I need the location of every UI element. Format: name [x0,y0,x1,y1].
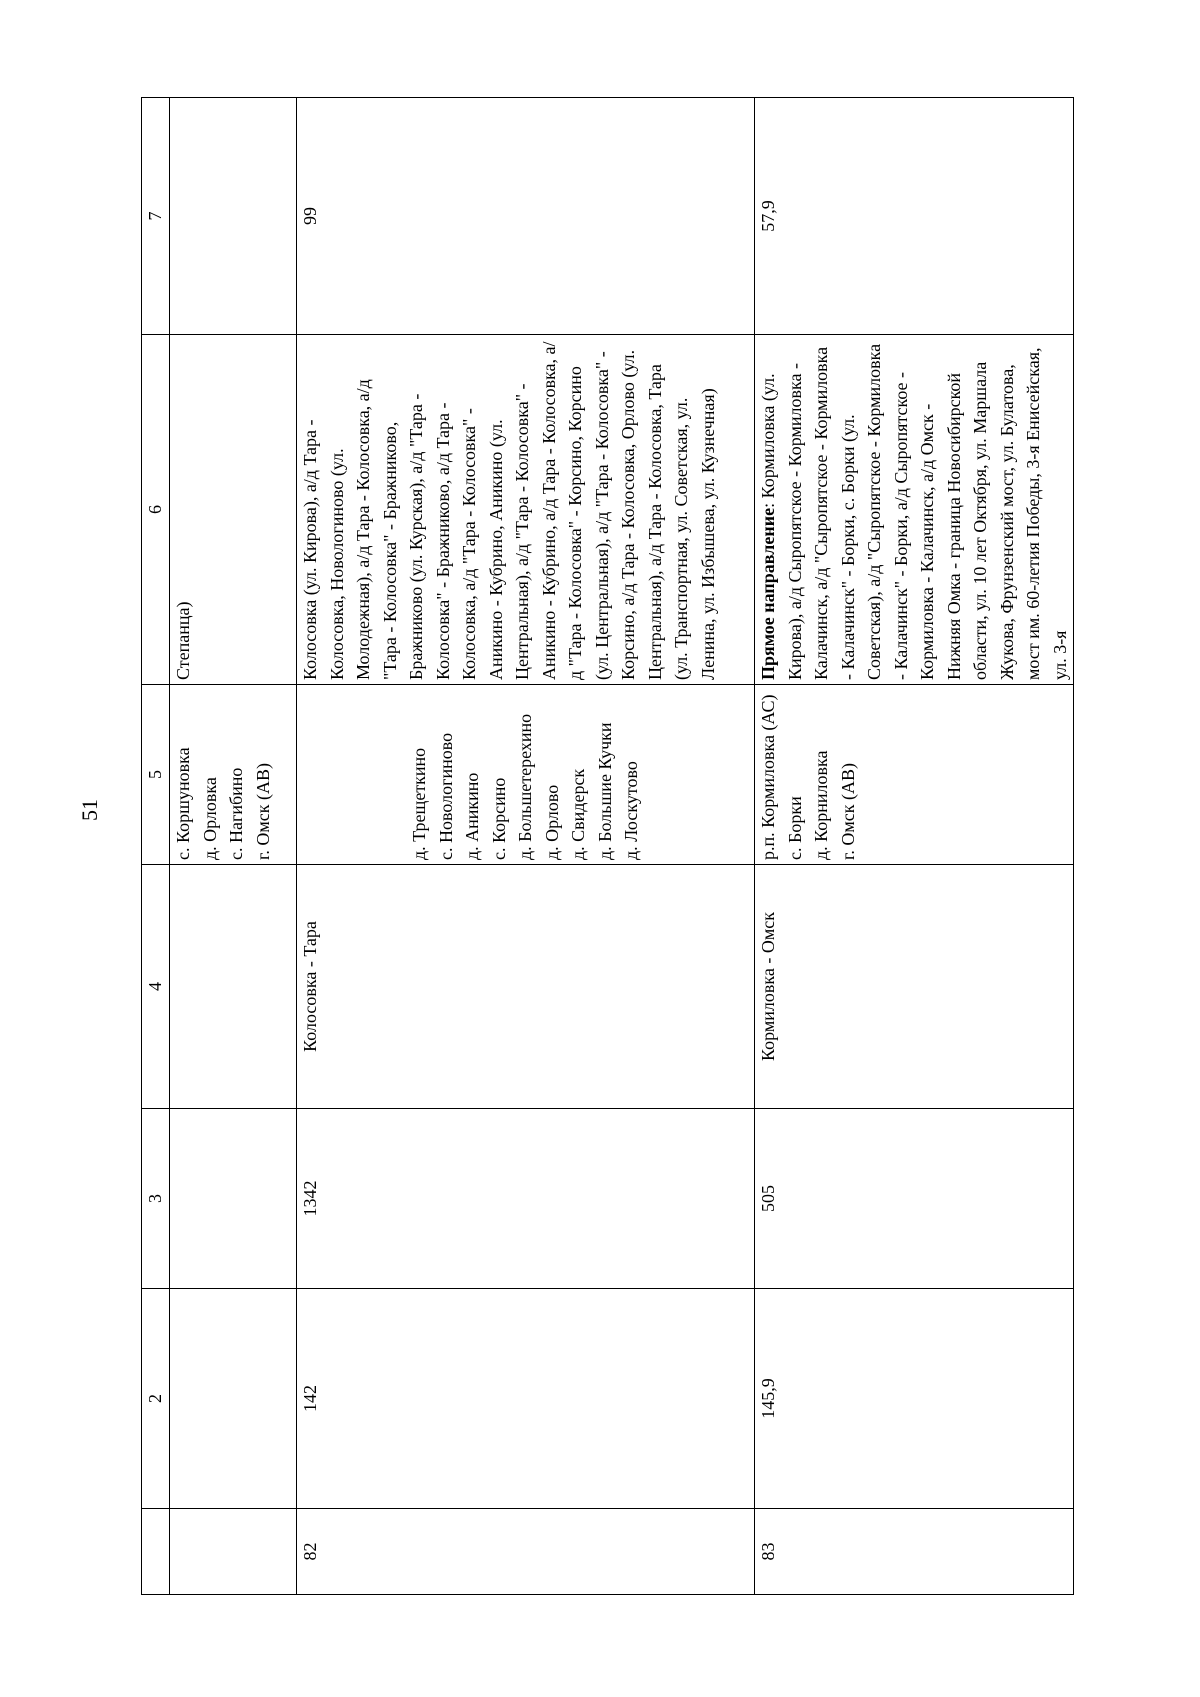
row-route-cell [297,335,755,685]
stop-item: д. Большие Кучки [594,722,615,860]
row-col2: 142 [297,1289,755,1509]
cont-col7-cell [170,98,297,335]
row-col7: 57,9 [755,98,1074,335]
cont-col4-cell [170,865,297,1109]
stop-item: р.п. Кормиловка (АС) [758,694,778,860]
stop-item: д. Лоскутово [621,761,642,860]
route-text: Колосовка (ул. Кирова), а/д Тара - Колосовка, Новологиново (ул. Молодежная), а/д Тара - Колосовка, а/д "Тара - Колосовка" - Бражниково, Бражниково (ул. Курская), а/д "Тара - Колосовка" - Бражниково, а/д Тара - Колосовка, а/д "Тара - Колосовка" - Аникино - Кубрино, Аникино (ул. Центральная), а/д "Тара - Колосовка" - Аникино - Кубрино, а/д Тара - Колосовка, а/д "Тара - Колосовка" - Корсино, Корсино (ул. Центральная), а/д "Тара - Колосовка" - Корсино, а/д Тара - Колосовка, Орлово (ул. Центральная), а/д Тара - Колосовка, Тара (ул. Транспортная, ул. Советская, ул. Ленина, ул. Избышева, ул. Кузнечная) [300,341,718,680]
row-route-name: Кормиловка - Омск [755,865,1074,1109]
header-cell-5: 5 [142,685,170,865]
stop-item: д. Аникино [462,772,483,860]
cont-route-cell [170,335,297,685]
header-cell-1 [142,1509,170,1595]
cont-col2-cell [170,1289,297,1509]
stop-item: с. Нагибино [226,767,246,860]
route-text: : Кормиловка (ул. Кирова), а/д Сыропятское - Кормиловка - Калачинск, а/д "Сыропятское - Кормиловка - Калачинск" - Борки, с. Борки (ул. Советская), а/д "Сыропятское - Кормиловка - Калачинск" - Борки, а/д Сыропятское - Кормиловка - Калачинск, а/д Омск - Нижняя Омка - граница Новосибирской области, ул. 10 лет Октября, ул. Маршала Жукова, Фрунзенский мост, ул. Булатова, мост им. 60-летия Победы, 3-я Енисейская, ул. 3-я [758,343,1070,680]
stop-item: г. Омск (АВ) [837,763,858,860]
stop-item: д. Свидерск [568,768,589,860]
route-direction-label: Прямое направление [758,507,778,680]
stop-item: с. Корсино [488,777,509,860]
stop-item: д. Трещеткино [409,747,430,860]
table-row-82 [297,98,755,1595]
route-text: Степанца) [173,601,193,680]
page-number: 51 [77,799,102,821]
stop-item: д. Орловка [199,777,220,860]
header-row [142,98,170,1595]
stop-item: д. Орлово [541,784,562,860]
row-stops-cell [297,685,755,865]
row-col2: 145,9 [755,1289,1074,1509]
row-route-cell [755,335,1074,685]
row-col3: 1342 [297,1109,755,1289]
table-row-83 [755,98,1074,1595]
row-stops-cell [755,685,1074,865]
header-cell-7: 7 [142,98,170,335]
cont-stops-cell [170,685,297,865]
row-number: 83 [755,1509,1074,1595]
cont-col3-cell [170,1109,297,1289]
cont-number-cell [170,1509,297,1595]
stop-item: г. Омск (АВ) [252,763,273,860]
routes-table-container [141,98,1070,1595]
row-col7: 99 [297,98,755,335]
header-cell-6: 6 [142,335,170,685]
row-col3: 505 [755,1109,1074,1289]
routes-table [141,97,1074,1595]
header-cell-4: 4 [142,865,170,1109]
stop-item: д. Большетерехино [515,713,536,860]
continuation-row [170,98,297,1595]
row-number: 82 [297,1509,755,1595]
stop-item: с. Борки [784,796,805,860]
stop-item: с. Коршуновка [173,747,193,860]
stop-item: с. Новологиново [435,732,456,860]
stop-item: д. Корниловка [811,750,831,860]
header-cell-3: 3 [142,1109,170,1289]
row-route-name: Колосовка - Тара [297,865,755,1109]
header-cell-2: 2 [142,1289,170,1509]
